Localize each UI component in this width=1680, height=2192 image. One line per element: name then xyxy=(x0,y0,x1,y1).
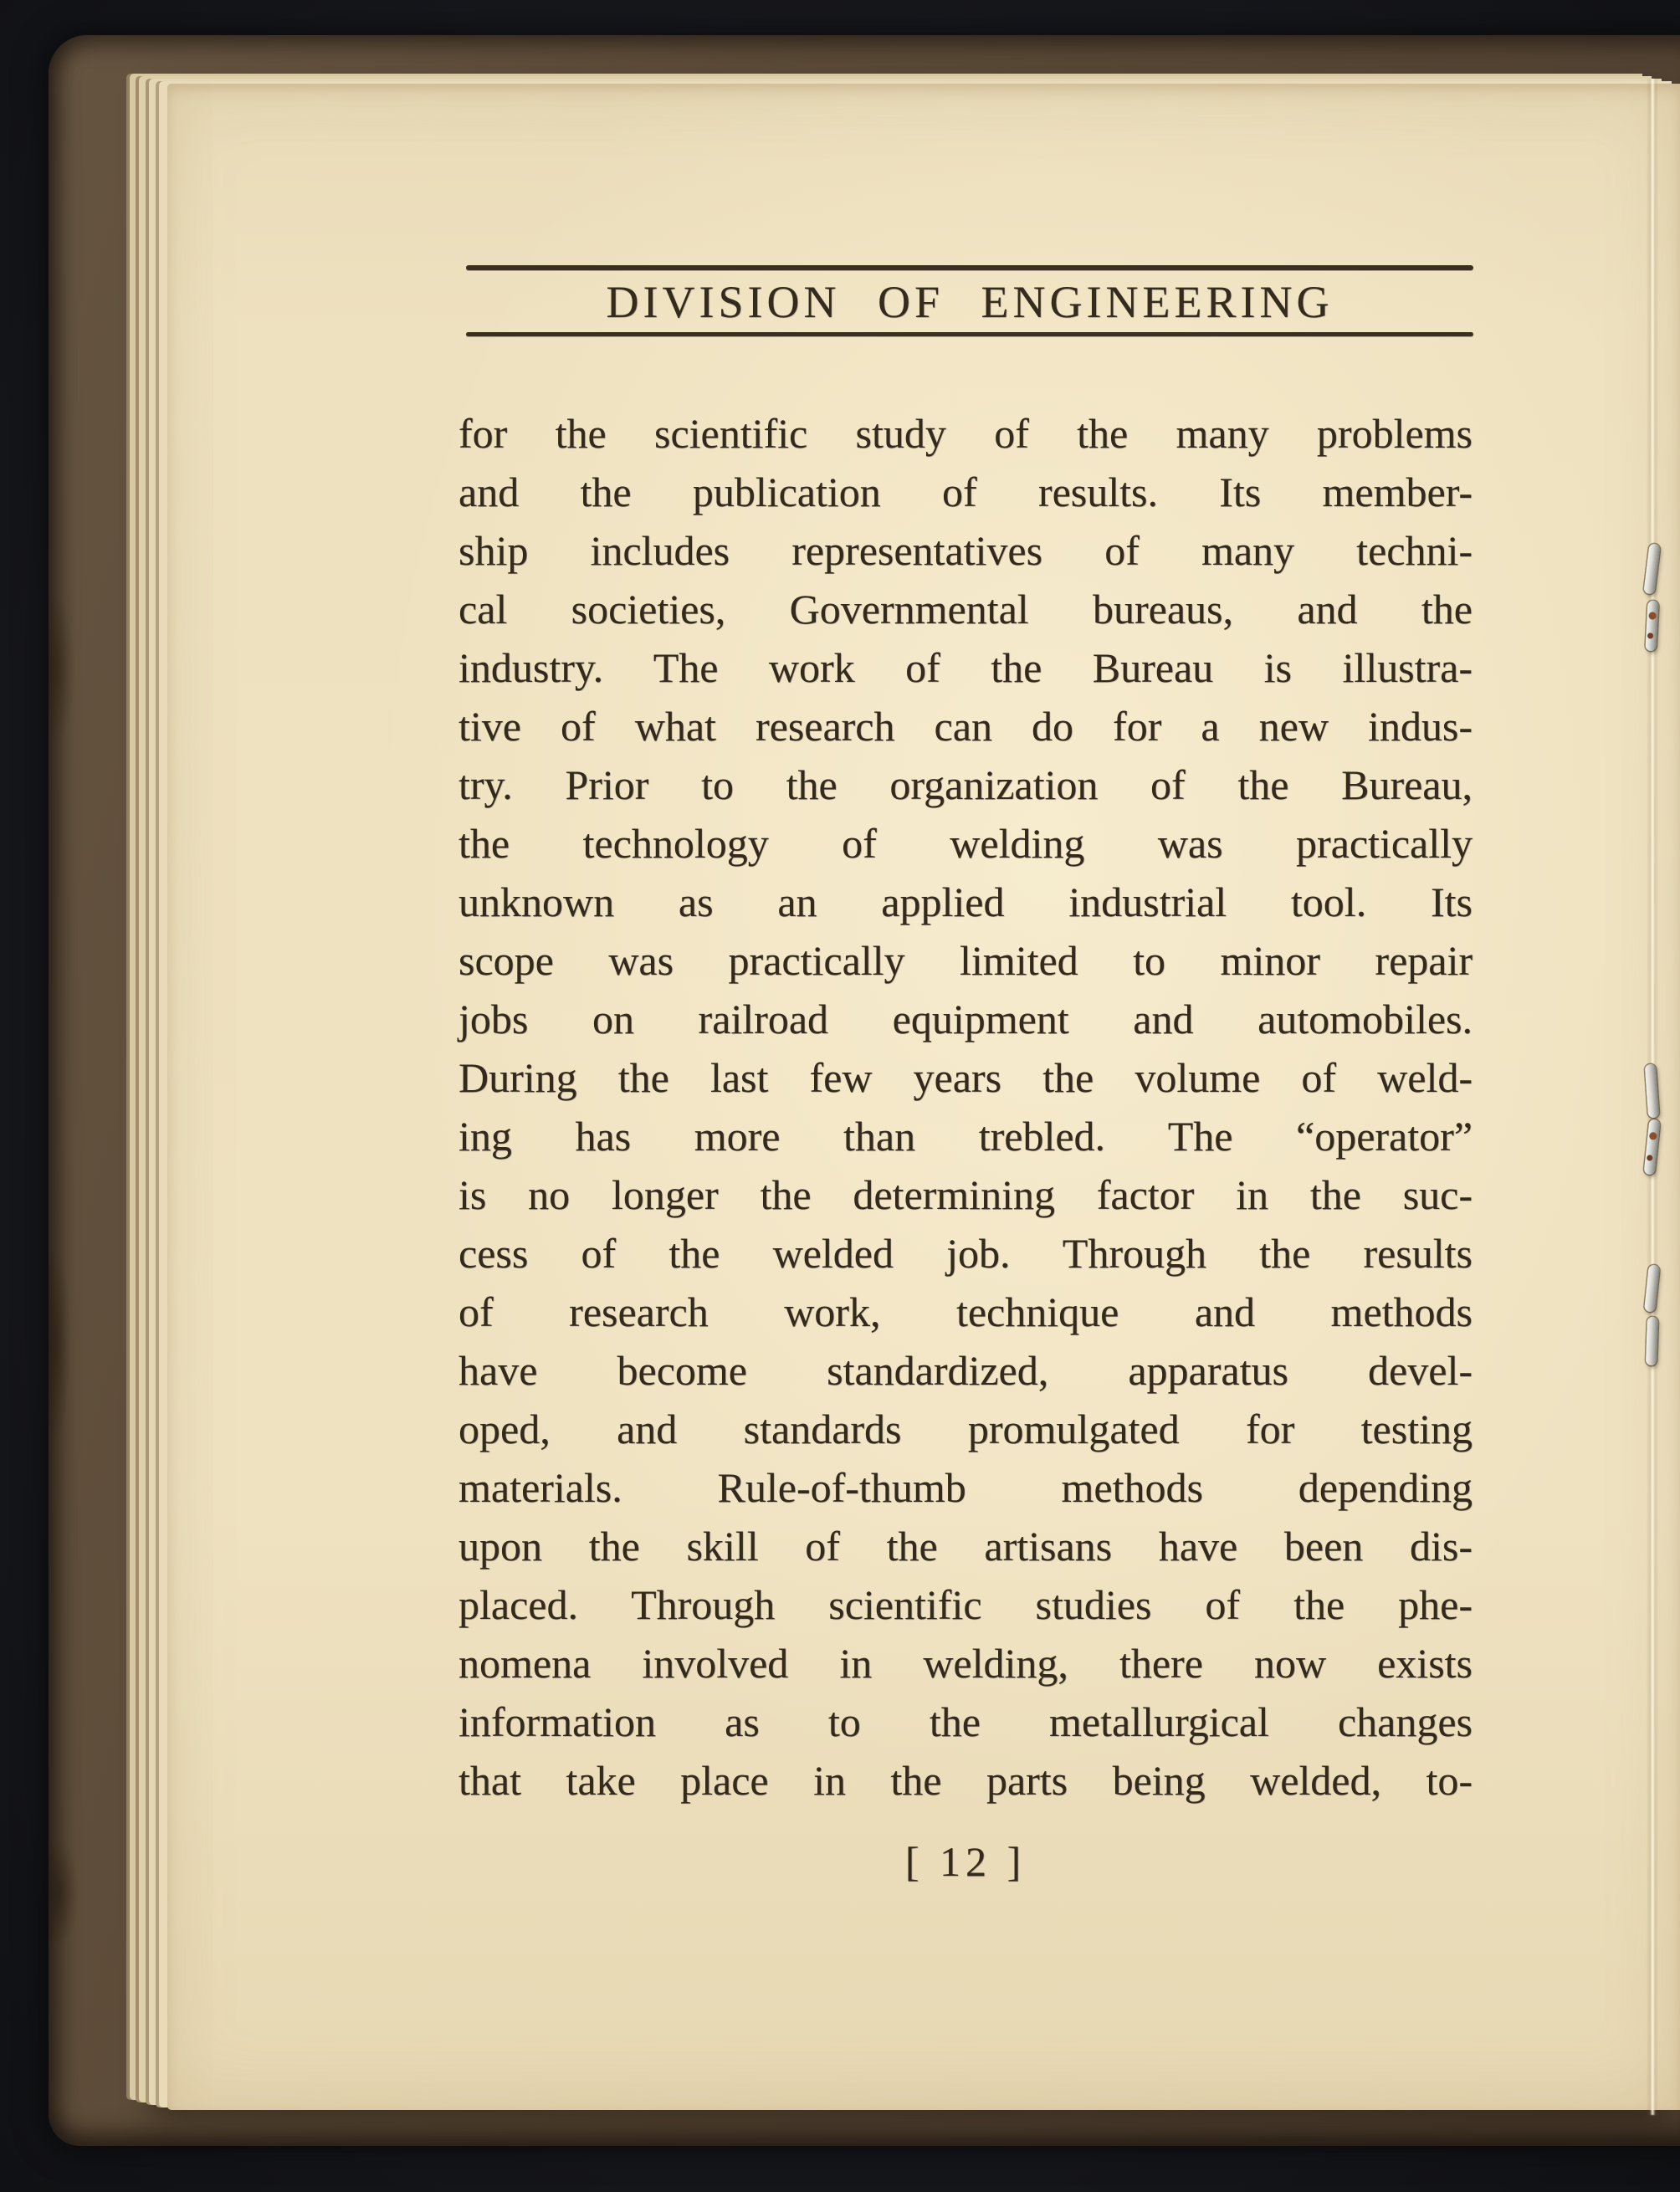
staple-prong xyxy=(1645,601,1658,652)
body-text-line: upon the skill of the artisans have been dis- xyxy=(458,1523,1473,1570)
staple-prong xyxy=(1644,1119,1661,1175)
staple-prong xyxy=(1644,1264,1660,1312)
body-text-line: scope was practically limited to minor repair xyxy=(458,937,1473,984)
staple-icon xyxy=(1643,1265,1662,1367)
body-text-line: nomena involved in welding, there now exists xyxy=(458,1640,1473,1687)
staple-icon xyxy=(1643,1064,1662,1178)
body-text-line: cess of the welded job. Through the results xyxy=(458,1230,1473,1277)
body-text-line: tive of what research can do for a new indus- xyxy=(458,703,1473,750)
body-text-line: of research work, technique and methods xyxy=(458,1288,1473,1335)
body-text-line: materials. Rule-of-thumb methods depending xyxy=(458,1464,1473,1511)
book-page xyxy=(167,84,1680,2110)
body-text-line: have become standardized, apparatus devel- xyxy=(458,1347,1473,1394)
body-text-line: the technology of welding was practically xyxy=(458,820,1473,867)
body-text-line: for the scientific study of the many problems xyxy=(458,410,1473,457)
body-text-line: During the last few years the volume of weld- xyxy=(458,1054,1473,1101)
page-header xyxy=(466,265,1473,336)
body-text-line: that take place in the parts being welded, to- xyxy=(458,1757,1473,1804)
body-text-line: industry. The work of the Bureau is illustra- xyxy=(458,644,1473,691)
body-text-line: is no longer the determining factor in the suc- xyxy=(458,1171,1473,1218)
body-text-line: try. Prior to the organization of the Bureau, xyxy=(458,761,1473,808)
staple-prong xyxy=(1646,1317,1658,1365)
body-text-line: placed. Through scientific studies of the phe- xyxy=(458,1581,1473,1628)
body-text-line: information as to the metallurgical changes xyxy=(458,1698,1473,1745)
body-text-line: jobs on railroad equipment and automobiles. xyxy=(458,996,1473,1042)
staple-prong xyxy=(1645,1064,1659,1119)
body-text-line: cal societies, Governmental bureaus, and the xyxy=(458,586,1473,633)
page-number: [ 12 ] xyxy=(904,1838,1027,1885)
body-text-line: ship includes representatives of many techni- xyxy=(458,527,1473,574)
body-text-line: oped, and standards promulgated for testing xyxy=(458,1406,1473,1452)
staple-prong xyxy=(1643,543,1660,594)
staple-icon xyxy=(1643,544,1662,654)
body-text-line: ing has more than trebled. The “operator” xyxy=(458,1113,1473,1160)
body-text-line: unknown as an applied industrial tool. Its xyxy=(458,878,1473,925)
page-header-title: DIVISION OF ENGINEERING xyxy=(606,277,1334,327)
header-rule-bottom xyxy=(466,332,1473,336)
body-text xyxy=(458,404,1473,1810)
body-text-line: and the publication of results. Its member- xyxy=(458,469,1473,515)
